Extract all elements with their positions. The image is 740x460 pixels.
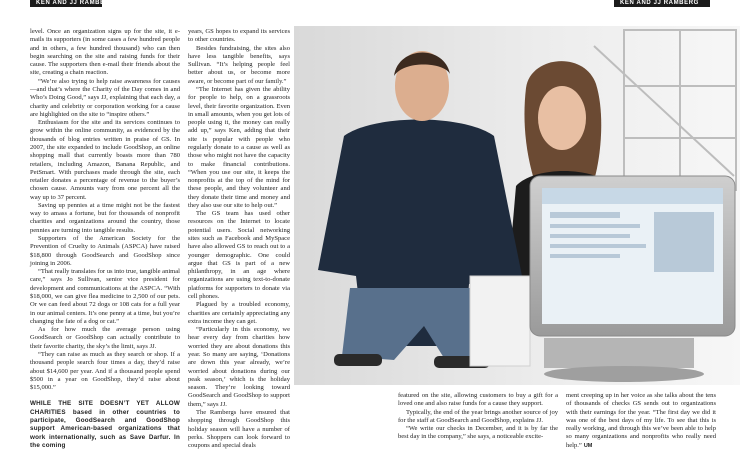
paragraph: “That really translates for us into true, tangible animal care,” says Jo Sullivan, senior vice president for development and communications at the ASPCA. “With $18,000, we can give flea medicine to 2,500 of our pets. Or we can feed about 72 dogs or 108 cats for a full year in our animal centers. It’s one penny at a time, but you’re changing the fate of a dog or cat.”: [30, 268, 180, 325]
paragraph: Besides fundraising, the sites also have less tangible benefits, says Sullivan. “It’s helping people feel better about us, or become more aware, or become part of our family.”: [188, 44, 290, 85]
paragraph: Typically, the end of the year brings another source of joy for the staff at GoodSearch and GoodShop, explains JJ.: [398, 408, 558, 424]
running-header-left: KEN AND JJ RAMBERG: [30, 0, 102, 7]
paragraph: The Rambergs have ensured that shopping through GoodShop this holiday season will have a number of perks. Shoppers can look forward to coupons and special deals: [188, 408, 290, 450]
paragraph: As for how much the average person using GoodSearch or GoodShop can actually contribute to their favorite charity, the sky’s the limit, says JJ.: [30, 326, 180, 350]
paragraph: Saving up pennies at a time might not be the fastest way to amass a fortune, but for thousands of nonprofit charities and organizations around the country, those pennies are turning into tangible results.: [30, 201, 180, 234]
portrait-photo: [294, 26, 740, 385]
end-mark: UM: [583, 442, 593, 449]
paragraph-text: ment creeping up in her voice as she talks about the tens of thousands of checks GS sends out to organizations with their earnings for the year. “The first day we did it was one of the best days of my life. To see that this is really working, and through this we’ve been able to help so many organizations and nonprofits who really need help.”: [566, 392, 716, 449]
text-column-2: [188, 28, 290, 452]
running-header-right: KEN AND JJ RAMBERG: [614, 0, 710, 7]
paragraph: Plagued by a troubled economy, charities are certainly appreciating any extra income they can get.: [188, 301, 290, 325]
paragraph: “They can raise as much as they search or shop. If a thousand people search four times a day, they’d raise about $14,600 per year. And if a thousand people spend $500 in a year on GoodShop, they’d raise about $15,000.”: [30, 350, 180, 392]
text-column-1: [30, 28, 180, 452]
paragraph: The GS team has used other resources on the Internet to locate potential users. Social networking sites such as Facebook and MySpace have also allowed GS to reach out to a younger demographic. One could argue that GS is part of a new philanthropy, in an age where organizations are using text-to-donate platforms for supporters to donate via cell phones.: [188, 210, 290, 300]
paragraph: level. Once an organization signs up for the site, it e-mails its supporters (in some cases a few hundred people and in others, a few hundred thousand) who can then begin searching on the site and raising funds for their cause. The supporters then e-mail their friends about the site, creating a chain reaction.: [30, 28, 180, 77]
portrait-photo-illustration: [294, 26, 740, 385]
text-column-3: [398, 392, 558, 452]
section-lead-paragraph: WHILE THE SITE DOESN’T YET ALLOW CHARITIES based in other countries to participate, GoodSearch and GoodShop support American-based organizations that work internationally, such as Save Darfur. In the coming: [30, 400, 180, 449]
paragraph: [566, 392, 716, 450]
paragraph: Enthusiasm for the site and its services continues to grow within the online community, as evidenced by the thousands of blog entries written in praise of GS. In 2007, the site expanded to include GoodShop, an online shopping mall that currently boasts more than 780 retailers, including Amazon, Banana Republic, and PetSmart. With purchases made through the site, each retailer donates a percentage of revenue to the buyer’s chosen cause. Amounts vary from one percent all the way up to 37 percent.: [30, 119, 180, 201]
paragraph: “We write our checks in December, and it is by far the best day in the company,” she says, a noticeable excite-: [398, 425, 558, 441]
text-column-4: [566, 392, 716, 452]
paragraph: “We’re also trying to help raise awareness for causes—and that’s where the Charity of the Day comes in and Who’s Doing Good,” says JJ, explaining that each day, a charity and celebrity or corporation working for a cause are highlighted on the site to “inspire others.”: [30, 77, 180, 118]
paragraph: years, GS hopes to expand its services to other countries.: [188, 28, 290, 44]
paragraph: featured on the site, allowing customers to buy a gift for a loved one and also raise funds for a cause they support.: [398, 392, 558, 408]
paragraph: “Particularly in this economy, we hear every day from charities how worried they are about donations this year. So many are saying, ‘Donations are down this year already, we’re worried about donations during our peak season,’ which is the holiday season. They’re looking toward GoodSearch and GoodShop to support them,” says JJ.: [188, 326, 290, 408]
paragraph: “The Internet has given the ability for people to help, on a grassroots level, their favorite organization. Even in small amounts, when you get lots of people using it, the money can really add up,” says Ken, adding that their site is popular with people who regularly donate to a cause as well as those who might not have the capacity to make financial contributions. “When you use our site, it keeps the nonprofits at the top of the mind for these people, and they volunteer and they donate their time and money and they also use our site to help out.”: [188, 85, 290, 209]
paragraph: Supporters of the American Society for the Prevention of Cruelty to Animals (ASPCA) have raised $18,800 through GoodSearch and GoodShop since joining in 2006.: [30, 235, 180, 267]
